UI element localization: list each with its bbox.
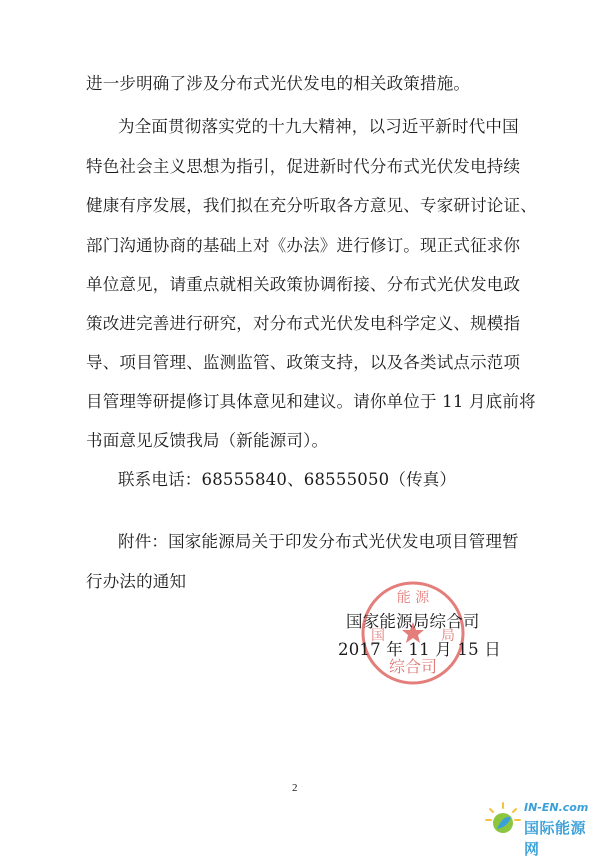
site-watermark <box>484 799 592 858</box>
body-line-3: 特色社会主义思想为指引，促进新时代分布式光伏发电持续 <box>86 157 521 176</box>
attachment-line-1: 附件：国家能源局关于印发分布式光伏发电项目管理暂 <box>118 532 519 551</box>
body-line-6: 单位意见，请重点就相关政策协调衔接、分布式光伏发电政 <box>86 275 521 294</box>
body-line-8: 导、项目管理、监测监管、政策支持，以及各类试点示范项 <box>86 353 521 372</box>
attachment-line-2: 行办法的通知 <box>86 572 187 591</box>
svg-text:国: 国 <box>371 628 385 644</box>
watermark-site: IN-EN.com <box>524 801 589 814</box>
svg-text:能 源: 能 源 <box>396 590 430 606</box>
body-line-7: 策改进完善进行研究，对分布式光伏发电科学定义、规模指 <box>86 314 521 333</box>
body-line-2: 为全面贯彻落实党的十九大精神，以习近平新时代中国 <box>118 117 519 136</box>
official-seal-stamp <box>358 578 468 688</box>
svg-text:综合司: 综合司 <box>388 657 438 676</box>
signature-organization: 国家能源局综合司 <box>346 612 480 631</box>
body-line-10: 书面意见反馈我局（新能源司）。 <box>86 431 329 450</box>
signature-date: 2017 年 11 月 15 日 <box>338 640 501 659</box>
page-number: 2 <box>292 782 298 794</box>
body-line-4: 健康有序发展，我们拟在充分听取各方意见、专家研讨论证、 <box>86 196 537 215</box>
body-line-9: 目管理等研提修订具体意见和建议。请你单位于 11 月底前将 <box>86 392 536 411</box>
sun-leaf-logo-icon <box>484 801 522 839</box>
contact-line: 联系电话：68555840、68555050（传真） <box>118 470 457 489</box>
svg-text:局: 局 <box>441 628 455 644</box>
watermark-name: 国际能源网 <box>524 819 587 858</box>
body-line-1: 进一步明确了涉及分布式光伏发电的相关政策措施。 <box>86 74 471 93</box>
body-line-5: 部门沟通协商的基础上对《办法》进行修订。现正式征求你 <box>86 236 521 255</box>
